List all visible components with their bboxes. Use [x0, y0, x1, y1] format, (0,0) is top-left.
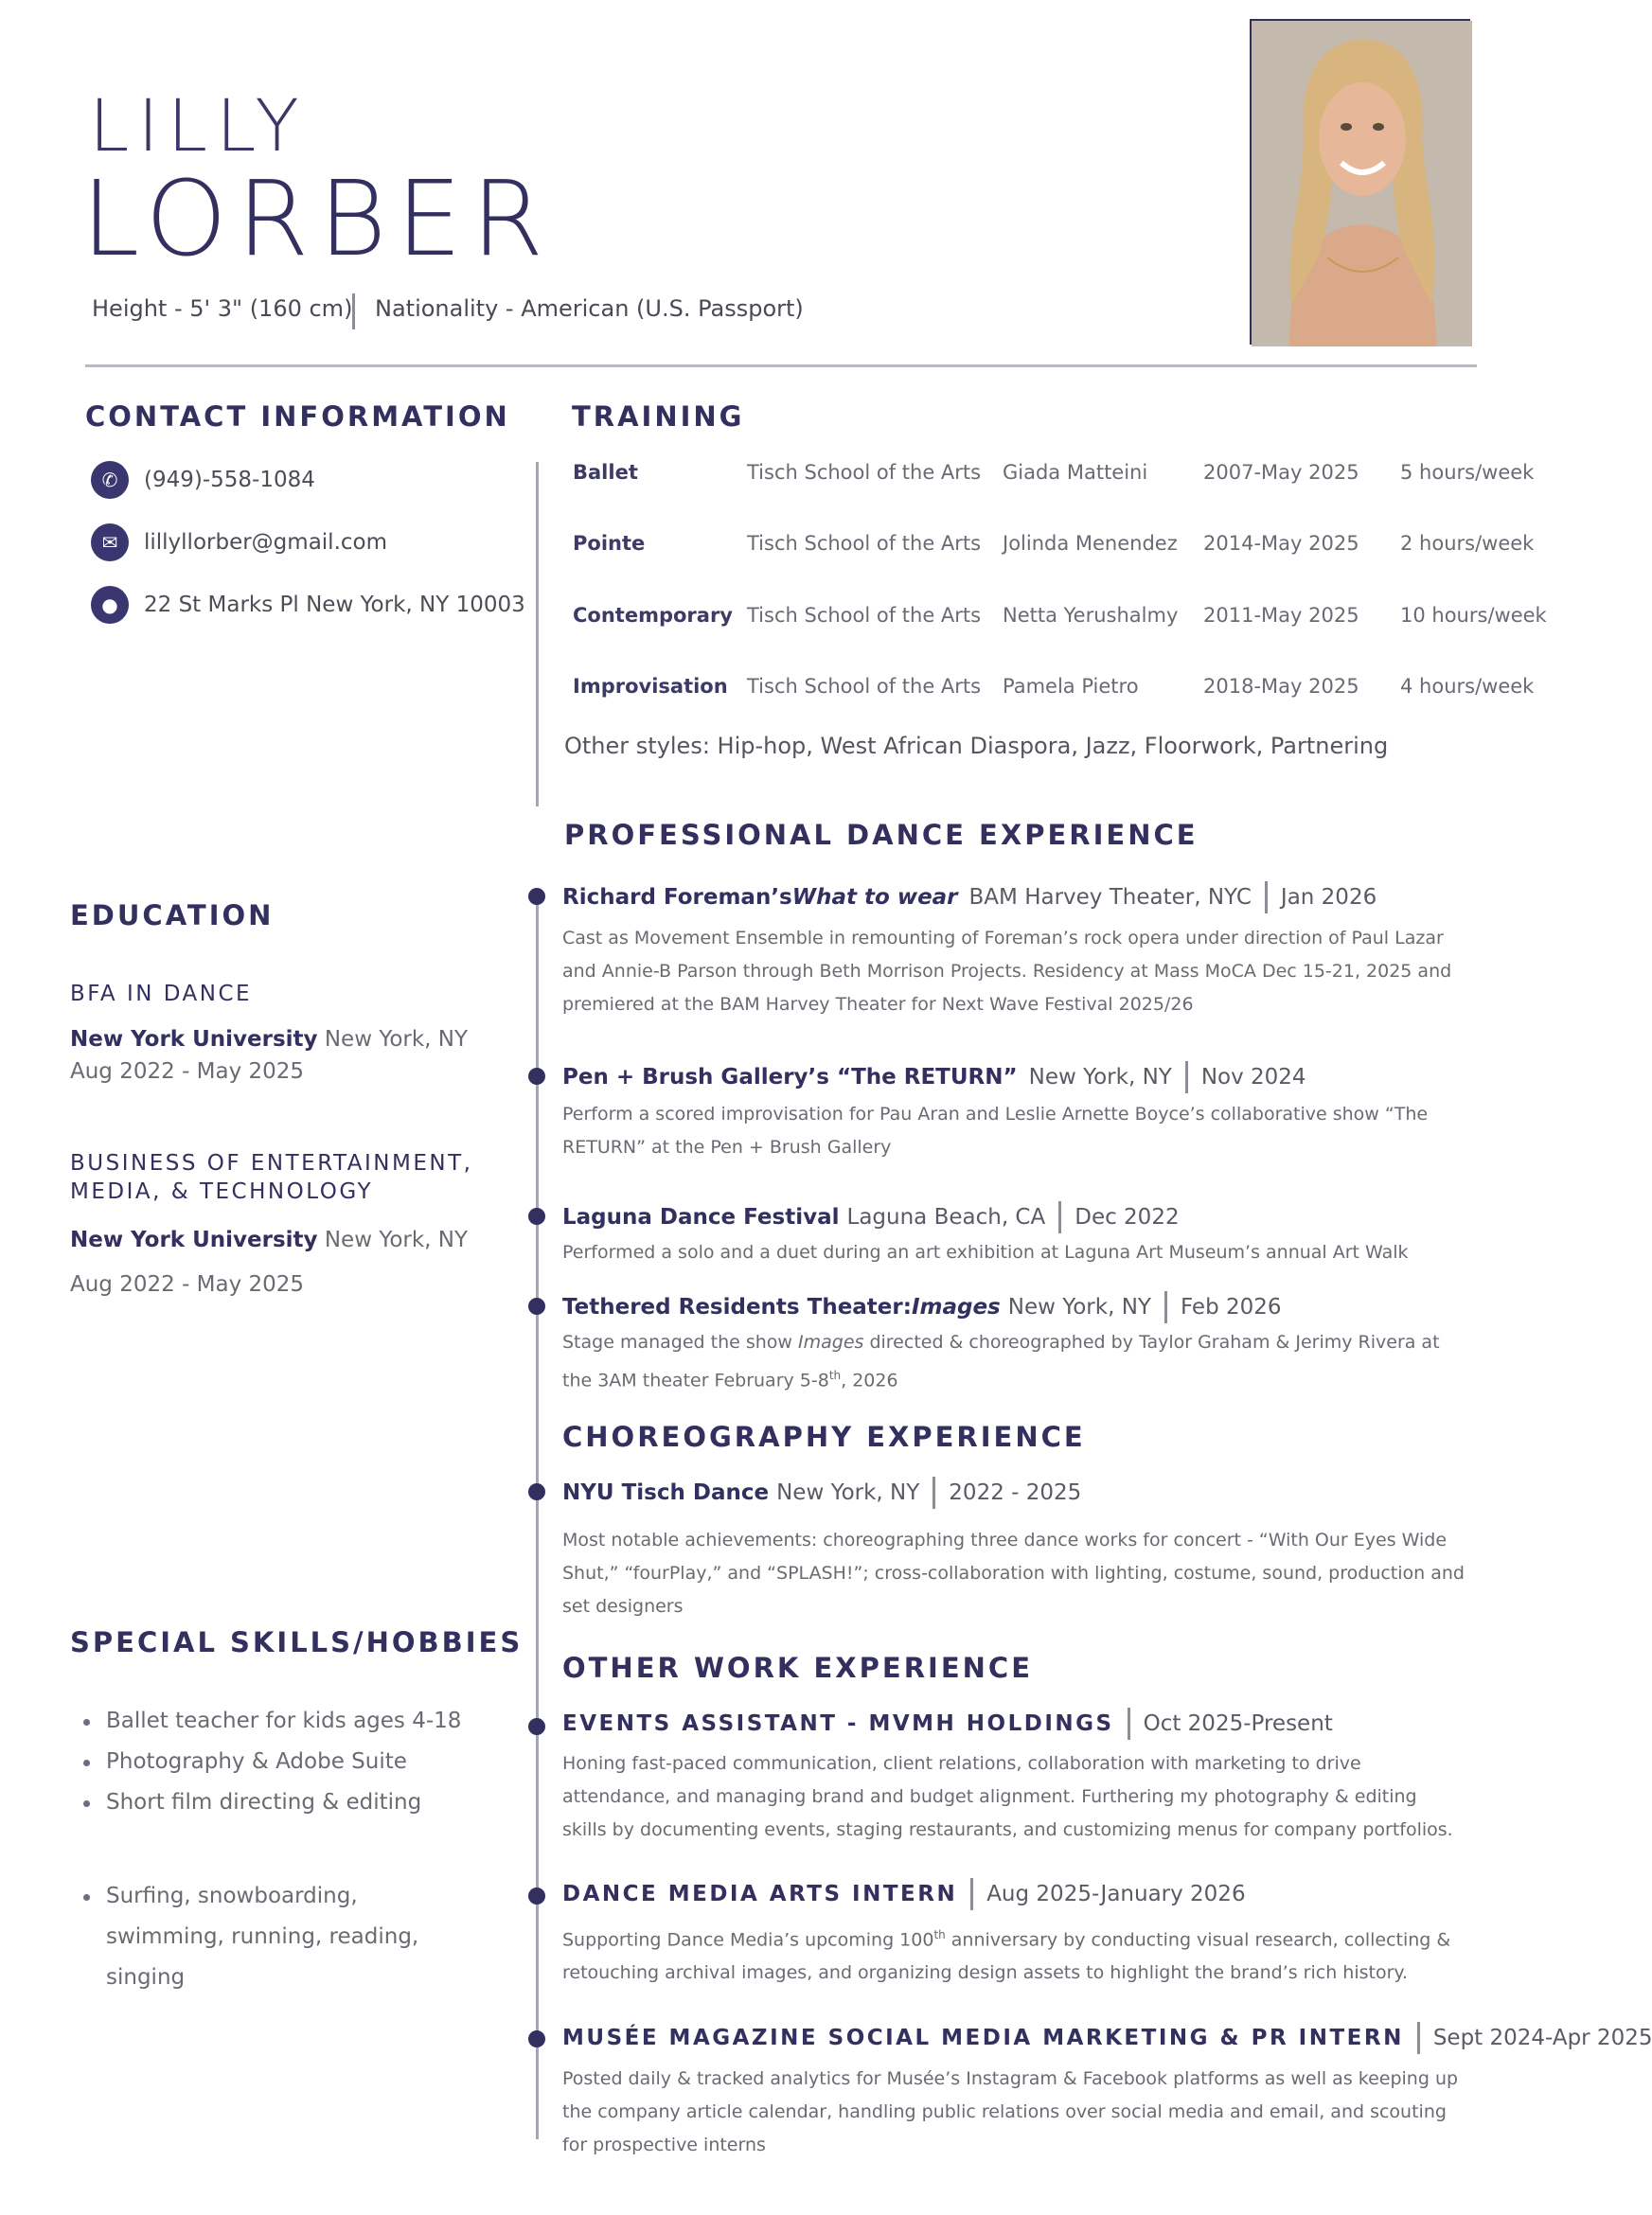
desc-line: set designers	[562, 1596, 684, 1617]
choreography-title: CHOREOGRAPHY EXPERIENCE	[562, 1421, 1086, 1453]
job-title: Tethered Residents Theater:	[562, 1295, 912, 1320]
contact-title: CONTACT INFORMATION	[85, 400, 510, 433]
job-place: New York, NY	[1028, 1065, 1172, 1090]
desc-line: the company article calendar, handling public relations over social media and email, and scouting	[562, 2101, 1447, 2122]
job-date: 2022 - 2025	[949, 1480, 1082, 1505]
job-header	[562, 881, 1377, 913]
training-school: Tisch School of the Arts	[747, 532, 982, 555]
mail-icon: ✉	[91, 523, 129, 561]
training-years: 2018-May 2025	[1203, 675, 1359, 698]
desc-line	[562, 1359, 1509, 1397]
job-date: Jan 2026	[1280, 885, 1377, 910]
last-name: LORBER	[81, 158, 554, 279]
location-pin-icon: ●	[91, 586, 129, 624]
job-header	[562, 1061, 1306, 1093]
job-header	[562, 1708, 1333, 1740]
timeline-dot	[528, 1208, 545, 1225]
job-description	[562, 1747, 1509, 1847]
education-dates: Aug 2022 - May 2025	[70, 1272, 305, 1297]
training-school: Tisch School of the Arts	[747, 461, 982, 484]
desc-text: anniversary by conducting visual research, collecting &	[945, 1929, 1451, 1951]
training-style: Pointe	[573, 532, 646, 555]
training-row	[573, 604, 1548, 627]
training-style: Contemporary	[573, 604, 733, 627]
desc-line: premiered at the BAM Harvey Theater for Next Wave Festival 2025/26	[562, 994, 1194, 1015]
phone-number: (949)-558-1084	[144, 468, 315, 492]
timeline-dot	[528, 1887, 545, 1905]
job-header	[562, 1878, 1246, 1910]
training-teacher: Netta Yerushalmy	[1003, 604, 1179, 627]
degree-line: BUSINESS OF ENTERTAINMENT,	[70, 1151, 473, 1176]
desc-line: retouching archival images, and organizing design assets to highlight the brand’s rich history.	[562, 1962, 1408, 1984]
job-header	[562, 1291, 1282, 1323]
header-divider	[85, 364, 1477, 367]
job-description	[562, 1236, 1509, 1269]
list-item	[70, 1876, 418, 1998]
profile-photo	[1250, 19, 1470, 345]
skills-title: SPECIAL SKILLS/HOBBIES	[70, 1626, 524, 1658]
desc-line: Shut,” “fourPlay,” and “SPLASH!”; cross-collaboration with lighting, costume, sound, production and	[562, 1563, 1465, 1584]
hobbies-list	[70, 1876, 418, 1998]
hobby-line: Surfing, snowboarding,	[106, 1884, 358, 1908]
job-description	[562, 1524, 1509, 1623]
email-address: lillyllorber@gmail.com	[144, 530, 387, 555]
desc-line: Honing fast-paced communication, client relations, collaboration with marketing to drive	[562, 1753, 1361, 1774]
desc-line: Cast as Movement Ensemble in remounting of Foreman’s rock opera under direction of Paul Lazar	[562, 928, 1444, 948]
timeline-dot	[528, 888, 545, 905]
desc-line: and Annie-B Parson through Beth Morrison Projects. Residency at Mass MoCA Dec 15-21, 2025 and	[562, 961, 1452, 982]
job-title: NYU Tisch Dance	[562, 1480, 770, 1505]
desc-line: Most notable achievements: choreographing three dance works for concert - “With Our Eyes Wide	[562, 1530, 1448, 1550]
training-teacher: Giada Matteini	[1003, 461, 1148, 484]
training-hours: 5 hours/week	[1400, 461, 1535, 484]
job-description	[562, 922, 1509, 1021]
training-row	[573, 675, 1548, 698]
job-title: DANCE MEDIA ARTS INTERN	[562, 1882, 958, 1906]
job-date: Oct 2025-Present	[1143, 1711, 1333, 1736]
professional-title: PROFESSIONAL DANCE EXPERIENCE	[564, 819, 1199, 851]
desc-text: the 3AM theater February 5-8	[562, 1370, 829, 1391]
other-styles: Other styles: Hip-hop, West African Diaspora, Jazz, Floorwork, Partnering	[564, 733, 1389, 759]
desc-line: Posted daily & tracked analytics for Musée’s Instagram & Facebook platforms as well as keeping up	[562, 2068, 1459, 2089]
nationality-info: Nationality - American (U.S. Passport)	[375, 295, 804, 322]
divider	[970, 1878, 973, 1910]
desc-text: , 2026	[841, 1370, 898, 1391]
skills-list	[70, 1701, 461, 1823]
training-style: Ballet	[573, 461, 638, 484]
training-hours: 10 hours/week	[1400, 604, 1547, 627]
desc-sup: th	[933, 1928, 946, 1941]
training-school: Tisch School of the Arts	[747, 675, 982, 698]
job-title: Pen + Brush Gallery’s “The RETURN”	[562, 1065, 1018, 1090]
job-title: MUSÉE MAGAZINE SOCIAL MEDIA MARKETING & PR INTERN	[562, 2026, 1404, 2050]
list-item: Photography & Adobe Suite	[70, 1742, 461, 1782]
job-place: Laguna Beach, CA	[846, 1205, 1046, 1230]
divider	[1164, 1291, 1167, 1323]
school-location: New York, NY	[317, 1027, 469, 1052]
job-header	[562, 1201, 1180, 1233]
desc-text: directed & choreographed by Taylor Graham & Jerimy Rivera at	[863, 1332, 1440, 1353]
school-name: New York University	[70, 1228, 318, 1252]
desc-line	[562, 1919, 1509, 1957]
divider	[352, 293, 355, 329]
job-title: Richard Foreman’s	[562, 885, 792, 910]
degree-title: BFA IN DANCE	[70, 982, 253, 1006]
divider	[1417, 2022, 1420, 2054]
address-row	[91, 586, 525, 624]
job-date: Dec 2022	[1075, 1205, 1180, 1230]
desc-line	[562, 1326, 1509, 1359]
email-row	[91, 523, 387, 561]
job-description	[562, 1919, 1509, 1990]
timeline-dot	[528, 1068, 545, 1085]
divider	[1185, 1061, 1188, 1093]
job-title: Laguna Dance Festival	[562, 1205, 840, 1230]
job-title-italic: Images	[911, 1295, 1001, 1320]
job-date: Feb 2026	[1180, 1295, 1282, 1320]
divider	[933, 1477, 935, 1509]
list-item: Ballet teacher for kids ages 4-18	[70, 1701, 461, 1742]
desc-line: skills by documenting events, staging restaurants, and customizing menus for company portfolios.	[562, 1819, 1453, 1840]
job-description	[562, 2063, 1509, 2162]
education-school	[70, 1228, 468, 1252]
job-header	[562, 1477, 1081, 1509]
desc-line: Performed a solo and a duet during an art exhibition at Laguna Art Museum’s annual Art Walk	[562, 1242, 1409, 1263]
education-dates: Aug 2022 - May 2025	[70, 1059, 305, 1084]
job-place: New York, NY	[1007, 1295, 1151, 1320]
job-description	[562, 1098, 1509, 1164]
hobby-line: swimming, running, reading,	[106, 1924, 419, 1949]
school-name: New York University	[70, 1027, 318, 1052]
training-divider	[536, 462, 539, 806]
training-years: 2011-May 2025	[1203, 604, 1359, 627]
job-title: EVENTS ASSISTANT - MVMH HOLDINGS	[562, 1711, 1114, 1736]
desc-italic: Images	[798, 1332, 864, 1353]
job-description	[562, 1326, 1509, 1397]
other-work-title: OTHER WORK EXPERIENCE	[562, 1652, 1034, 1684]
job-place: BAM Harvey Theater, NYC	[968, 885, 1252, 910]
timeline-dot	[528, 1718, 545, 1735]
desc-sup: th	[828, 1369, 842, 1382]
training-title: TRAINING	[572, 400, 745, 433]
timeline-dot	[528, 1298, 545, 1315]
training-hours: 2 hours/week	[1400, 532, 1535, 555]
desc-text: Stage managed the show	[562, 1332, 798, 1353]
desc-line: attendance, and managing brand and budget alignment. Furthering my photography & editing	[562, 1786, 1417, 1807]
divider	[1265, 881, 1268, 913]
training-hours: 4 hours/week	[1400, 675, 1535, 698]
job-title-italic: What to wear	[791, 885, 958, 910]
training-years: 2007-May 2025	[1203, 461, 1359, 484]
job-place: New York, NY	[776, 1480, 920, 1505]
timeline-dot	[528, 2030, 545, 2047]
phone-row	[91, 461, 315, 499]
hobby-line: singing	[106, 1965, 186, 1990]
training-style: Improvisation	[573, 675, 728, 698]
job-date: Aug 2025-January 2026	[986, 1882, 1246, 1906]
desc-line: for prospective interns	[562, 2135, 766, 2155]
training-years: 2014-May 2025	[1203, 532, 1359, 555]
street-address: 22 St Marks Pl New York, NY 10003	[144, 593, 525, 617]
job-date: Sept 2024-Apr 2025	[1432, 2026, 1652, 2050]
divider	[1128, 1708, 1130, 1740]
degree-title	[70, 1149, 472, 1206]
height-info: Height - 5' 3" (160 cm)	[92, 295, 353, 322]
desc-line: RETURN” at the Pen + Brush Gallery	[562, 1137, 892, 1158]
training-school: Tisch School of the Arts	[747, 604, 982, 627]
training-row	[573, 532, 1548, 555]
job-date: Nov 2024	[1200, 1065, 1306, 1090]
degree-line: MEDIA, & TECHNOLOGY	[70, 1179, 374, 1204]
education-school	[70, 1027, 468, 1052]
training-teacher: Pamela Pietro	[1003, 675, 1139, 698]
desc-text: Supporting Dance Media’s upcoming 100	[562, 1929, 934, 1951]
desc-line: Perform a scored improvisation for Pau Aran and Leslie Arnette Boyce’s collaborative show “The	[562, 1104, 1429, 1125]
first-name: LILLY	[89, 83, 308, 168]
training-row	[573, 461, 1548, 484]
school-location: New York, NY	[317, 1228, 469, 1252]
divider	[1058, 1201, 1061, 1233]
education-title: EDUCATION	[70, 899, 275, 931]
list-item: Short film directing & editing	[70, 1782, 461, 1823]
timeline-dot	[528, 1483, 545, 1500]
training-teacher: Jolinda Menendez	[1003, 532, 1178, 555]
phone-icon: ✆	[91, 461, 129, 499]
job-header	[562, 2022, 1652, 2054]
